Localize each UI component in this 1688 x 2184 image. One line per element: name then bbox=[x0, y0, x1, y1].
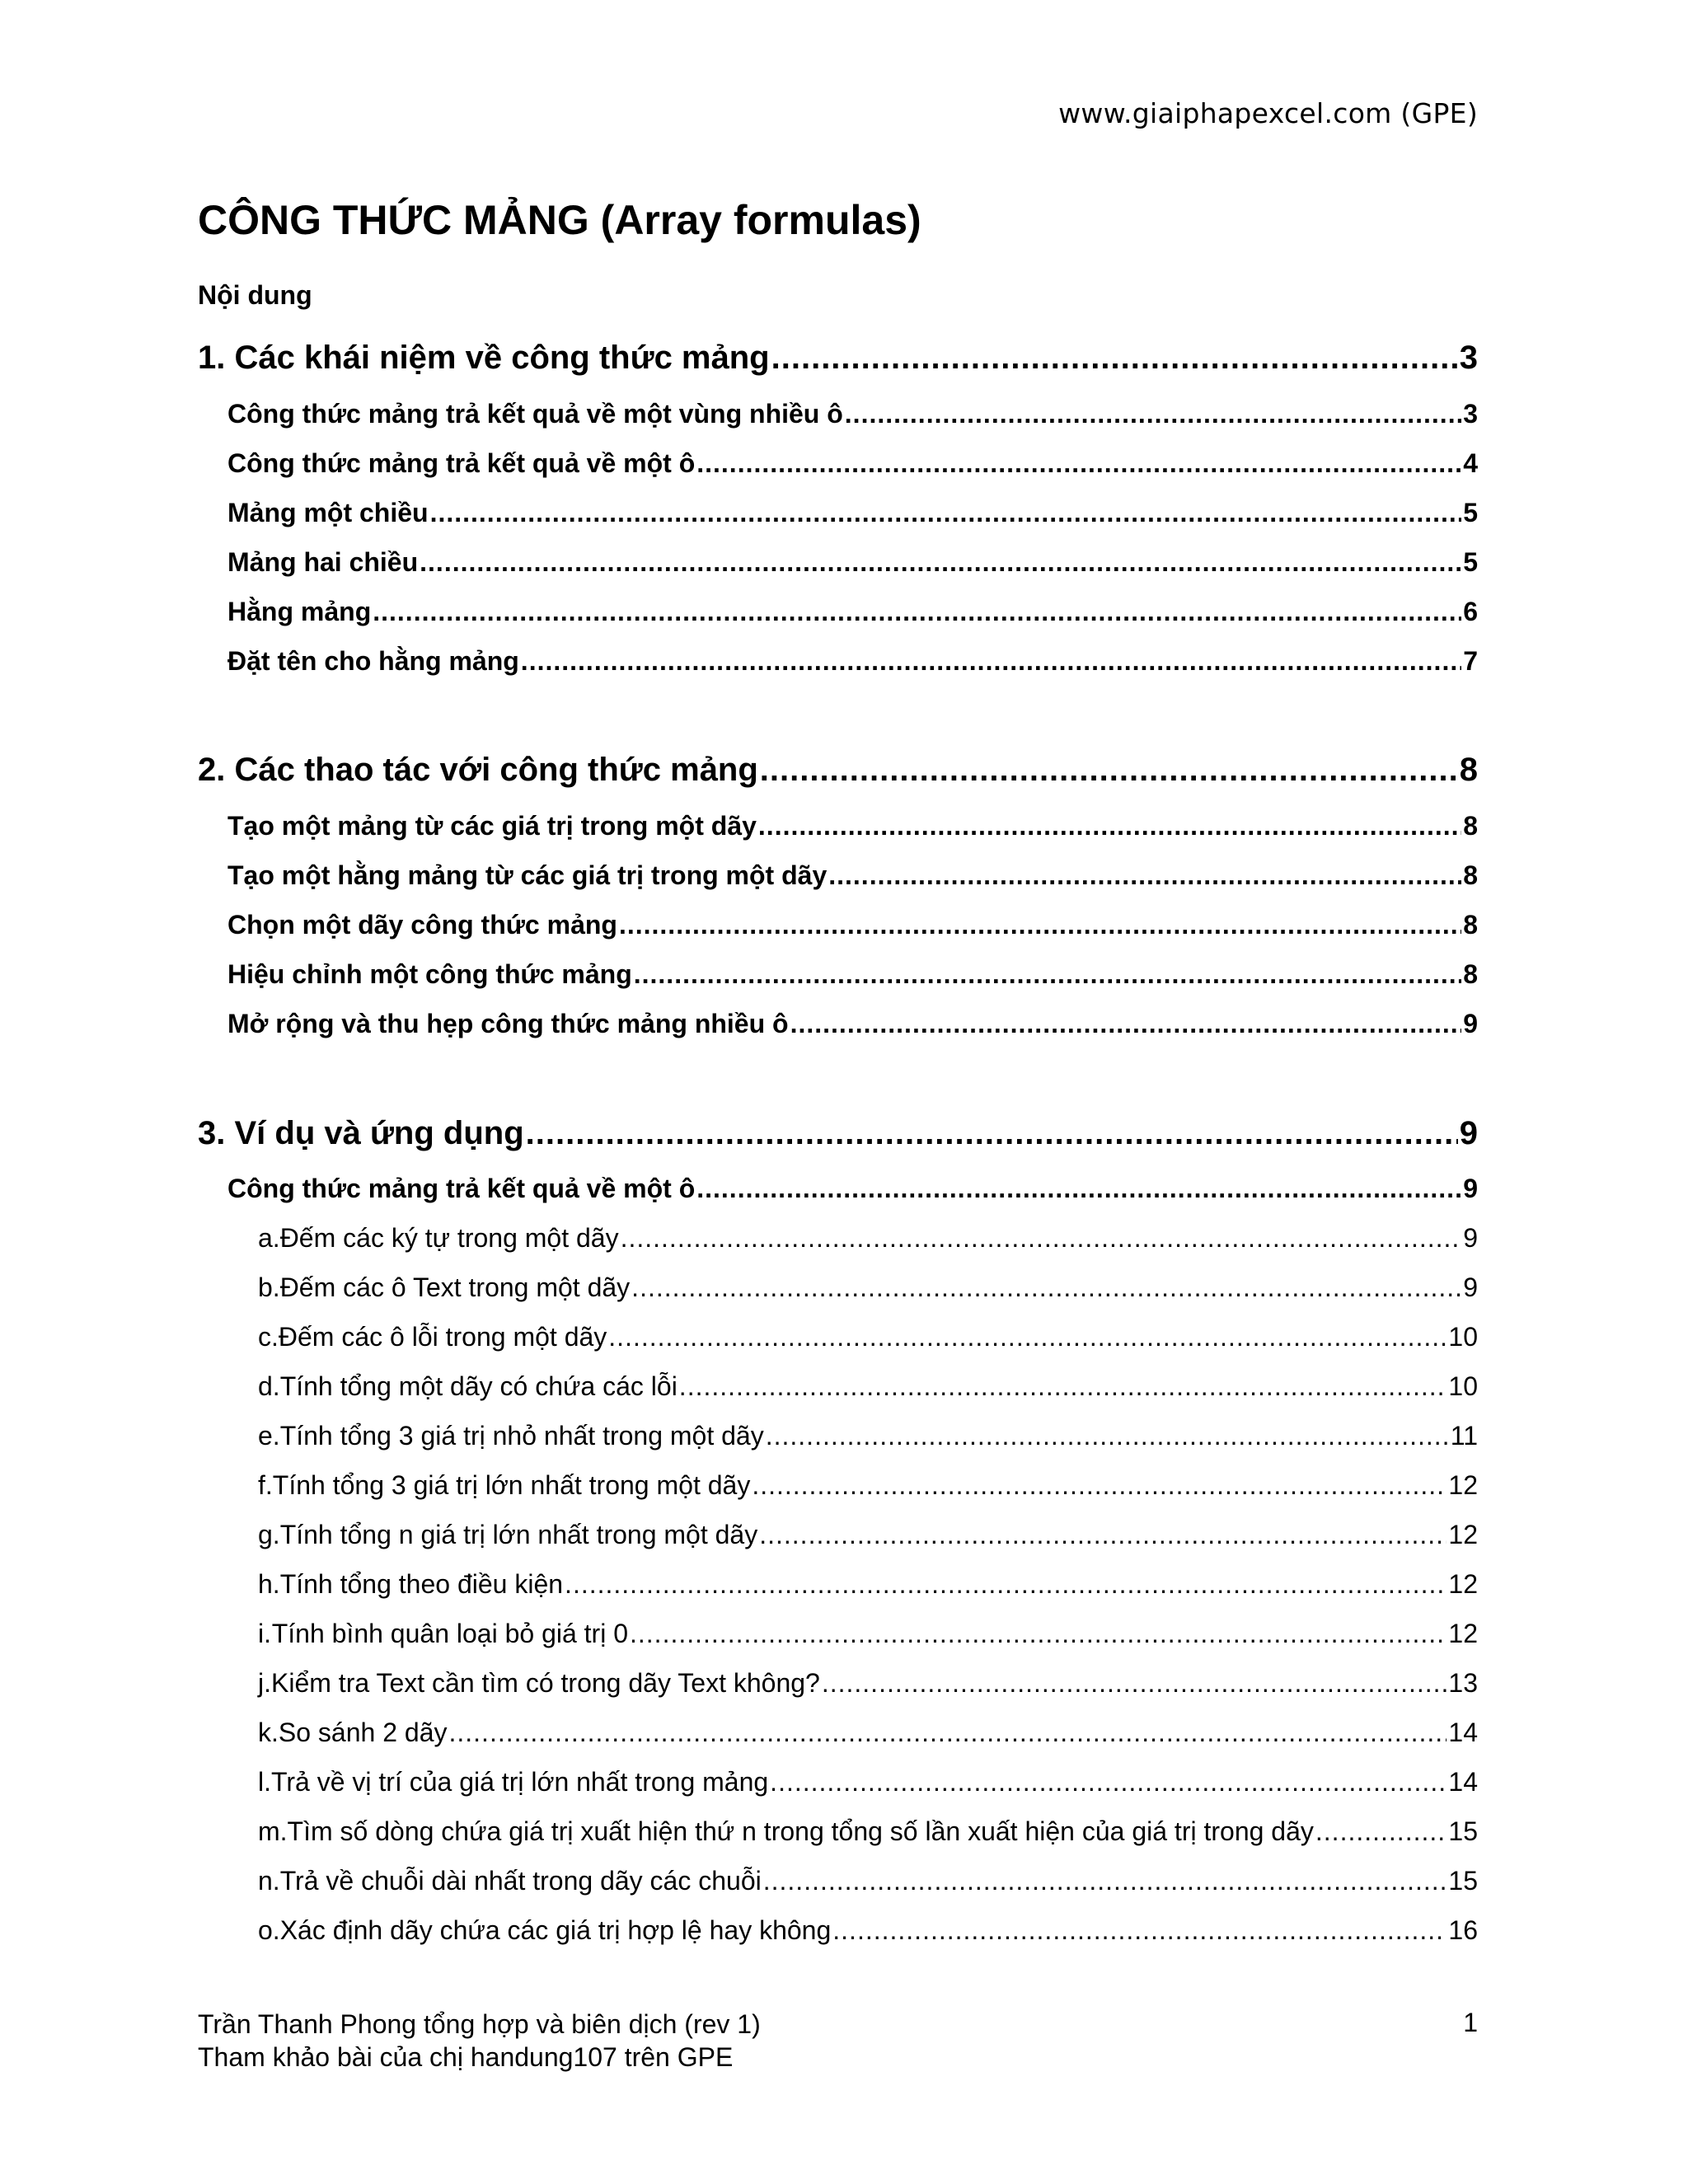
dot-leader bbox=[630, 1619, 1447, 1649]
toc-subsection[interactable] bbox=[227, 959, 1478, 990]
toc-page-number: 14 bbox=[1448, 1767, 1478, 1797]
toc-entry-text: Trả về vị trí của giá trị lớn nhất trong mảng bbox=[271, 1767, 769, 1797]
dot-leader bbox=[760, 752, 1458, 789]
toc-entry-text: 1. Các khái niệm về công thức mảng bbox=[198, 340, 770, 376]
toc-page-number: 12 bbox=[1448, 1619, 1478, 1648]
toc-page-number: 6 bbox=[1463, 597, 1478, 626]
toc-item-letter: j. bbox=[258, 1668, 271, 1698]
toc-page-number: 9 bbox=[1463, 1272, 1478, 1302]
toc-entry-text: Hằng mảng bbox=[227, 597, 372, 626]
dot-leader bbox=[526, 1115, 1458, 1152]
toc-item[interactable] bbox=[258, 1322, 1478, 1352]
dot-leader bbox=[1315, 1816, 1447, 1847]
toc-item[interactable] bbox=[258, 1272, 1478, 1303]
toc-item-letter: d. bbox=[258, 1371, 280, 1401]
toc-subsection[interactable] bbox=[227, 399, 1478, 429]
dot-leader bbox=[822, 1668, 1447, 1699]
dot-leader bbox=[766, 1421, 1449, 1451]
toc-subsection[interactable] bbox=[227, 547, 1478, 578]
toc-entry-text: Công thức mảng trả kết quả về một ô bbox=[227, 1174, 696, 1203]
toc-item-letter: g. bbox=[258, 1520, 280, 1549]
toc-entry-text: Tạo một hằng mảng từ các giá trị trong một dãy bbox=[227, 860, 828, 890]
toc-page-number: 15 bbox=[1448, 1816, 1478, 1846]
toc-item[interactable] bbox=[258, 1223, 1478, 1254]
toc-entry-text: So sánh 2 dãy bbox=[278, 1718, 448, 1747]
toc-entry-text: Đếm các ký tự trong một dãy bbox=[279, 1223, 619, 1253]
toc-subsection[interactable] bbox=[227, 448, 1478, 479]
toc-page-number: 9 bbox=[1463, 1009, 1478, 1038]
toc-subsection[interactable] bbox=[227, 597, 1478, 627]
toc-section-2[interactable] bbox=[198, 752, 1478, 789]
dot-leader bbox=[619, 910, 1461, 940]
contents-heading: Nội dung bbox=[198, 280, 312, 310]
toc-entry-text: Chọn một dãy công thức mảng bbox=[227, 910, 617, 940]
toc-item[interactable] bbox=[258, 1619, 1478, 1649]
page-title: CÔNG THỨC MẢNG (Array formulas) bbox=[198, 197, 921, 243]
dot-leader bbox=[631, 1272, 1461, 1303]
toc-subsection[interactable] bbox=[227, 646, 1478, 677]
dot-leader bbox=[758, 811, 1461, 841]
toc-entry-text: Trả về chuỗi dài nhất trong dãy các chuỗi bbox=[279, 1866, 762, 1896]
toc-entry-text: Tính bình quân loại bỏ giá trị 0 bbox=[271, 1619, 628, 1648]
toc-page-number: 9 bbox=[1463, 1174, 1478, 1203]
toc-item[interactable] bbox=[258, 1421, 1478, 1451]
toc-item[interactable] bbox=[258, 1915, 1478, 1946]
toc-item-letter: n. bbox=[258, 1866, 280, 1896]
dot-leader bbox=[521, 646, 1461, 677]
dot-leader bbox=[759, 1520, 1447, 1550]
footer-author-line: Trần Thanh Phong tổng hợp và biên dịch (rev 1) bbox=[198, 2009, 761, 2039]
toc-entry-text: Tìm số dòng chứa giá trị xuất hiện thứ n trong tổng số lần xuất hiện của giá trị trong dãy bbox=[287, 1816, 1314, 1846]
dot-leader bbox=[828, 860, 1461, 891]
dot-leader bbox=[845, 399, 1461, 429]
dot-leader bbox=[373, 597, 1461, 627]
toc-page-number: 13 bbox=[1448, 1668, 1478, 1698]
toc-item[interactable] bbox=[258, 1520, 1478, 1550]
toc-entry-text: Đếm các ô lỗi trong một dãy bbox=[278, 1322, 607, 1352]
dot-leader bbox=[634, 959, 1461, 990]
toc-item-letter: k. bbox=[258, 1718, 279, 1747]
footer-credits bbox=[198, 2008, 761, 2074]
dot-leader bbox=[790, 1009, 1462, 1039]
toc-subsection[interactable] bbox=[227, 1174, 1478, 1204]
toc-page-number: 12 bbox=[1448, 1569, 1478, 1599]
toc-item-letter: i. bbox=[258, 1619, 271, 1648]
toc-entry-text: Tính tổng 3 giá trị lớn nhất trong một dãy bbox=[272, 1470, 751, 1500]
toc-entry-text: Tính tổng theo điều kiện bbox=[279, 1569, 564, 1599]
toc-entry-text: 2. Các thao tác với công thức mảng bbox=[198, 752, 758, 788]
toc-entry-text: Tính tổng 3 giá trị nhỏ nhất trong một dãy bbox=[279, 1421, 764, 1451]
toc-item-letter: h. bbox=[258, 1569, 280, 1599]
dot-leader bbox=[621, 1223, 1462, 1254]
dot-leader bbox=[608, 1322, 1447, 1352]
toc-page-number: 8 bbox=[1463, 959, 1478, 989]
dot-leader bbox=[832, 1915, 1447, 1946]
toc-item-letter: b. bbox=[258, 1272, 280, 1302]
toc-entry-text: Công thức mảng trả kết quả về một ô bbox=[227, 448, 696, 478]
toc-item[interactable] bbox=[258, 1866, 1478, 1896]
footer-reference-line: Tham khảo bài của chị handung107 trên GPE bbox=[198, 2042, 734, 2072]
toc-page-number: 7 bbox=[1463, 646, 1478, 676]
toc-item[interactable] bbox=[258, 1371, 1478, 1402]
toc-item[interactable] bbox=[258, 1569, 1478, 1600]
toc-entry-text: Mảng hai chiều bbox=[227, 547, 419, 577]
toc-entry-text: Mở rộng và thu hẹp công thức mảng nhiều ô bbox=[227, 1009, 789, 1038]
toc-entry-text: Tính tổng một dãy có chứa các lỗi bbox=[279, 1371, 678, 1401]
toc-item[interactable] bbox=[258, 1668, 1478, 1699]
toc-entry-text: Tạo một mảng từ các giá trị trong một dãy bbox=[227, 811, 757, 841]
toc-item-letter: l. bbox=[258, 1767, 271, 1797]
toc-page-number: 8 bbox=[1463, 860, 1478, 890]
toc-item-letter: o. bbox=[258, 1915, 280, 1945]
toc-item-letter: m. bbox=[258, 1816, 288, 1846]
toc-entry-text: Tính tổng n giá trị lớn nhất trong một dãy bbox=[279, 1520, 758, 1549]
toc-page-number: 10 bbox=[1448, 1371, 1478, 1401]
footer-page-number: 1 bbox=[1463, 2008, 1478, 2037]
toc-entry-text: 3. Ví dụ và ứng dụng bbox=[198, 1115, 524, 1151]
toc-subsection[interactable] bbox=[227, 910, 1478, 940]
toc-page-number: 9 bbox=[1463, 1223, 1478, 1253]
toc-page-number: 11 bbox=[1450, 1421, 1478, 1451]
toc-subsection[interactable] bbox=[227, 860, 1478, 891]
toc-item-letter: e. bbox=[258, 1421, 280, 1451]
dot-leader bbox=[430, 498, 1462, 528]
toc-item[interactable] bbox=[258, 1470, 1478, 1501]
toc-page-number: 5 bbox=[1463, 498, 1478, 527]
toc-page-number: 9 bbox=[1459, 1115, 1478, 1151]
toc-page-number: 16 bbox=[1448, 1915, 1478, 1945]
toc-item[interactable] bbox=[258, 1767, 1478, 1797]
toc-page-number: 15 bbox=[1448, 1866, 1478, 1896]
toc-page-number: 12 bbox=[1448, 1470, 1478, 1500]
dot-leader bbox=[420, 547, 1461, 578]
toc-item-letter: f. bbox=[258, 1470, 273, 1500]
toc-subsection[interactable] bbox=[227, 498, 1478, 528]
toc-item[interactable] bbox=[258, 1718, 1478, 1748]
toc-page-number: 12 bbox=[1448, 1520, 1478, 1549]
toc-entry-text: Kiểm tra Text cần tìm có trong dãy Text không? bbox=[271, 1668, 820, 1698]
toc-page-number: 4 bbox=[1463, 448, 1478, 478]
toc-section-1[interactable] bbox=[198, 340, 1478, 377]
toc-entry-text: Mảng một chiều bbox=[227, 498, 429, 527]
toc-page-number: 8 bbox=[1463, 910, 1478, 940]
toc-entry-text: Đếm các ô Text trong một dãy bbox=[279, 1272, 631, 1302]
dot-leader bbox=[565, 1569, 1447, 1600]
toc-section-3[interactable] bbox=[198, 1115, 1478, 1152]
toc-entry-text: Hiệu chỉnh một công thức mảng bbox=[227, 959, 632, 989]
toc-subsection[interactable] bbox=[227, 1009, 1478, 1039]
dot-leader bbox=[771, 340, 1458, 377]
toc-page-number: 8 bbox=[1463, 811, 1478, 841]
toc-page-number: 8 bbox=[1459, 752, 1478, 788]
dot-leader bbox=[448, 1718, 1447, 1748]
dot-leader bbox=[763, 1866, 1447, 1896]
toc-subsection[interactable] bbox=[227, 811, 1478, 841]
toc-entry-text: Công thức mảng trả kết quả về một vùng nhiều ô bbox=[227, 399, 843, 429]
toc-item-letter: a. bbox=[258, 1223, 280, 1253]
toc-page-number: 10 bbox=[1448, 1322, 1478, 1352]
dot-leader bbox=[696, 1174, 1461, 1204]
dot-leader bbox=[770, 1767, 1447, 1797]
toc-page-number: 14 bbox=[1448, 1718, 1478, 1747]
toc-page-number: 3 bbox=[1463, 399, 1478, 429]
toc-entry-text: Xác định dãy chứa các giá trị hợp lệ hay không bbox=[279, 1915, 832, 1945]
toc-page-number: 5 bbox=[1463, 547, 1478, 577]
toc-item-letter: c. bbox=[258, 1322, 279, 1352]
toc-item[interactable] bbox=[258, 1816, 1478, 1847]
dot-leader bbox=[679, 1371, 1447, 1402]
dot-leader bbox=[752, 1470, 1447, 1501]
header-site: www.giaiphapexcel.com (GPE) bbox=[1058, 97, 1478, 129]
toc-page-number: 3 bbox=[1459, 340, 1478, 376]
toc-entry-text: Đặt tên cho hằng mảng bbox=[227, 646, 519, 676]
dot-leader bbox=[696, 448, 1461, 479]
